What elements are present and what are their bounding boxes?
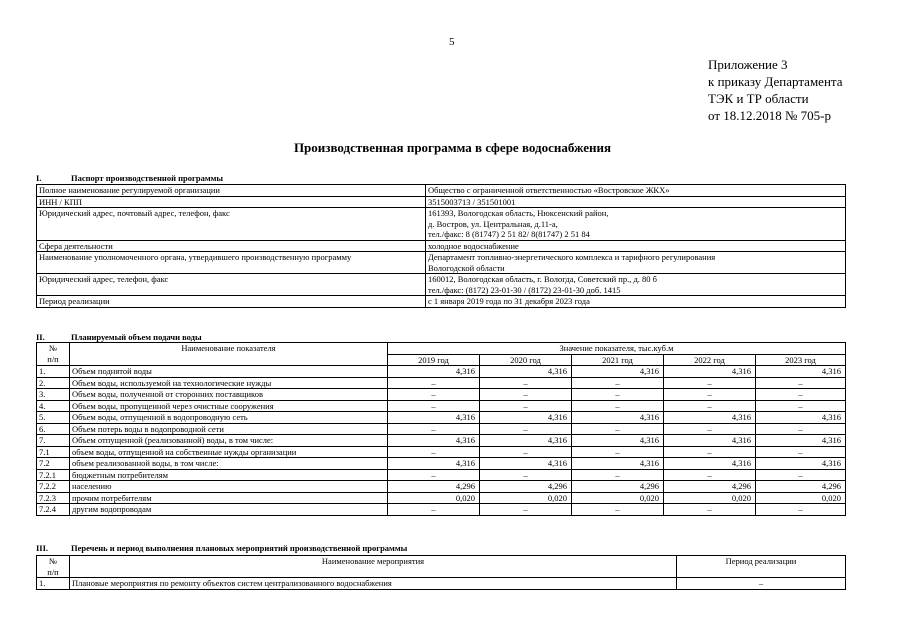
year-header: 2021 год (572, 354, 664, 366)
row-number: 3. (37, 389, 70, 401)
value-line: холодное водоснабжение (428, 240, 519, 251)
row-number: 2. (37, 377, 70, 389)
row-value: 4,316 (664, 435, 756, 447)
row-value: – (664, 389, 756, 401)
row-number: 7.2.4 (37, 504, 70, 516)
header-values: Значение показателя, тыс.куб.м (388, 343, 846, 355)
row-number: 1. (37, 578, 70, 590)
row-value: 4,316 (388, 412, 480, 424)
row-number: 7.2 (37, 458, 70, 470)
passport-label: Полное наименование регулируемой организации (37, 185, 426, 197)
row-number: 5. (37, 412, 70, 424)
measures-table (36, 555, 846, 590)
passport-value (426, 274, 846, 296)
passport-value (426, 196, 846, 208)
row-number: 7.2.1 (37, 469, 70, 481)
value-line: д. Востров, ул. Центральная, д.11-а, (428, 218, 558, 229)
row-value: 4,316 (756, 435, 846, 447)
header-period: Период реализации (677, 556, 846, 578)
passport-value (426, 296, 846, 308)
row-value: – (480, 504, 572, 516)
row-value: – (480, 400, 572, 412)
row-value: 4,296 (388, 481, 480, 493)
row-value: 4,316 (572, 366, 664, 378)
row-number: 7.2.2 (37, 481, 70, 493)
row-number: 7.2.3 (37, 492, 70, 504)
value-line: Департамент топливно-энергетического комплекса и тарифного регулирования (428, 252, 716, 262)
table-row (37, 492, 846, 504)
row-name: Объем воды, отпущенной в водопроводную сеть (70, 412, 388, 424)
row-name: объем воды, отпущенной на собственные нужды организации (70, 446, 388, 458)
passport-value (426, 252, 846, 274)
row-value: – (572, 400, 664, 412)
row-name: Объем воды, используемой на технологические нужды (70, 377, 388, 389)
year-header: 2019 год (388, 354, 480, 366)
row-value: – (388, 504, 480, 516)
section3-heading (36, 543, 407, 553)
row-number: 7. (37, 435, 70, 447)
row-value: 4,316 (756, 366, 846, 378)
row-value: 0,020 (572, 492, 664, 504)
row-value: – (756, 400, 846, 412)
year-header: 2022 год (664, 354, 756, 366)
row-value: 4,316 (480, 435, 572, 447)
row-name: Объем потерь воды в водопроводной сети (70, 423, 388, 435)
row-number: 4. (37, 400, 70, 412)
row-value: 4,316 (572, 458, 664, 470)
row-value: – (572, 446, 664, 458)
row-value: 4,316 (388, 435, 480, 447)
row-value: 4,316 (664, 366, 756, 378)
table-row (37, 504, 846, 516)
row-value: – (756, 504, 846, 516)
table-row (37, 274, 846, 296)
row-value: 4,316 (480, 458, 572, 470)
table-row (37, 423, 846, 435)
table-row (37, 240, 846, 252)
row-value: – (572, 504, 664, 516)
table-row (37, 389, 846, 401)
row-value: – (756, 389, 846, 401)
appendix-line: Приложение 3 (708, 57, 788, 72)
row-value: – (388, 389, 480, 401)
row-name: прочим потребителям (70, 492, 388, 504)
year-header: 2023 год (756, 354, 846, 366)
row-value: 4,316 (664, 458, 756, 470)
value-line: 160012, Вологодская область, г. Вологда, Советский пр., д. 80 б (428, 274, 658, 284)
water-volume-table (36, 342, 846, 516)
document-title: Производственная программа в сфере водоснабжения (293, 140, 612, 155)
table-header-row (37, 556, 846, 578)
row-value: – (756, 423, 846, 435)
table-row (37, 412, 846, 424)
row-value: 4,296 (756, 481, 846, 493)
table-row (37, 377, 846, 389)
row-value: – (480, 389, 572, 401)
row-value: – (664, 423, 756, 435)
row-value: – (572, 423, 664, 435)
row-value: 0,020 (480, 492, 572, 504)
value-line: с 1 января 2019 года по 31 декабря 2023 года (428, 296, 590, 306)
table-row (37, 481, 846, 493)
section1-heading (36, 173, 223, 183)
table-row (37, 185, 846, 197)
section-number: III. (36, 543, 49, 553)
table-header-row (37, 343, 846, 355)
row-value: – (572, 389, 664, 401)
table-row (37, 458, 846, 470)
passport-label: Сфера деятельности (37, 240, 426, 252)
row-name: объем реализованной воды, в том числе: (70, 458, 388, 470)
row-name: Объем воды, пропущенной через очистные сооружения (70, 400, 388, 412)
value-line: 3515003713 / 351501001 (428, 196, 516, 207)
passport-value (426, 208, 846, 241)
value-line: Общество с ограниченной ответственностью «Востровское ЖКХ» (428, 185, 670, 195)
row-name: населению (70, 481, 388, 493)
table-row (37, 469, 846, 481)
row-value: – (388, 377, 480, 389)
section-number: II. (36, 332, 45, 342)
table-row (37, 446, 846, 458)
row-value: 0,020 (756, 492, 846, 504)
value-line: тел./факс: (8172) 23-01-30 / (8172) 23-01-30 доб. 1415 (428, 284, 621, 295)
row-value: 4,316 (388, 458, 480, 470)
row-value: – (664, 469, 756, 481)
row-value: 4,316 (572, 412, 664, 424)
row-value: 4,316 (664, 412, 756, 424)
row-value: – (480, 377, 572, 389)
row-value: – (480, 469, 572, 481)
row-value: – (388, 446, 480, 458)
row-name: бюджетным потребителям (70, 469, 388, 481)
row-value: 4,316 (572, 435, 664, 447)
passport-label: Юридический адрес, почтовый адрес, телефон, факс (37, 208, 426, 241)
header-name: Наименование мероприятия (70, 556, 677, 578)
table-row (37, 400, 846, 412)
row-value: – (388, 423, 480, 435)
row-value: 0,020 (388, 492, 480, 504)
passport-value (426, 240, 846, 252)
table-row (37, 578, 846, 590)
row-value: 4,296 (664, 481, 756, 493)
row-period: – (677, 578, 846, 590)
row-value: 4,316 (388, 366, 480, 378)
year-header: 2020 год (480, 354, 572, 366)
row-value: – (664, 377, 756, 389)
passport-value (426, 185, 846, 197)
row-name: другим водопроводам (70, 504, 388, 516)
table-row (37, 196, 846, 208)
row-value: – (664, 446, 756, 458)
row-value: 4,316 (480, 366, 572, 378)
row-value: 4,316 (756, 458, 846, 470)
value-line: тел./факс: 8 (81747) 2 51 82/ 8(81747) 2 51 84 (428, 229, 590, 239)
row-value: – (480, 446, 572, 458)
row-value: – (756, 377, 846, 389)
passport-label: Юридический адрес, телефон, факс (37, 274, 426, 296)
row-value: – (756, 446, 846, 458)
row-value: – (480, 423, 572, 435)
row-number: 7.1 (37, 446, 70, 458)
row-name: Объем отпущенной (реализованной) воды, в том числе: (70, 435, 388, 447)
table-row (37, 296, 846, 308)
row-value: – (756, 469, 846, 481)
row-value: 4,316 (480, 412, 572, 424)
appendix-line: к приказу Департамента (708, 74, 843, 89)
row-name: Плановые мероприятия по ремонту объектов систем централизованного водоснабжения (70, 578, 677, 590)
value-line: 161393, Вологодская область, Нюксенский район, (428, 208, 609, 218)
row-name: Объем поднятой воды (70, 366, 388, 378)
row-value: – (388, 400, 480, 412)
row-name: Объем воды, полученной от сторонних поставщиков (70, 389, 388, 401)
table-row (37, 252, 846, 274)
row-number: 6. (37, 423, 70, 435)
page-number: 5 (449, 36, 455, 48)
value-line: Вологодской области (428, 262, 505, 273)
section-number: I. (36, 173, 42, 183)
appendix-line: от 18.12.2018 № 705-р (708, 108, 831, 123)
row-value: 4,296 (572, 481, 664, 493)
row-value: – (388, 469, 480, 481)
section2-heading (36, 332, 202, 342)
table-row (37, 208, 846, 241)
appendix-line: ТЭК и ТР области (708, 91, 809, 106)
passport-label: Наименование уполномоченного органа, утвердившего производственную программу (37, 252, 426, 274)
section-title: Паспорт производственной программы (71, 173, 224, 183)
table-row (37, 366, 846, 378)
section-title: Планируемый объем подачи воды (71, 332, 202, 342)
header-num: № п/п (37, 343, 70, 366)
passport-table (36, 184, 846, 308)
row-value: 4,296 (480, 481, 572, 493)
row-value: – (572, 377, 664, 389)
row-number: 1. (37, 366, 70, 378)
row-value: 4,316 (756, 412, 846, 424)
passport-label: ИНН / КПП (37, 196, 426, 208)
header-name: Наименование показателя (70, 343, 388, 366)
appendix-block (708, 56, 843, 124)
header-num: № п/п (37, 556, 70, 578)
row-value: 0,020 (664, 492, 756, 504)
row-value: – (572, 469, 664, 481)
row-value: – (664, 504, 756, 516)
passport-label: Период реализации (37, 296, 426, 308)
table-row (37, 435, 846, 447)
section-title: Перечень и период выполнения плановых мероприятий производственной программы (71, 543, 408, 553)
row-value: – (664, 400, 756, 412)
